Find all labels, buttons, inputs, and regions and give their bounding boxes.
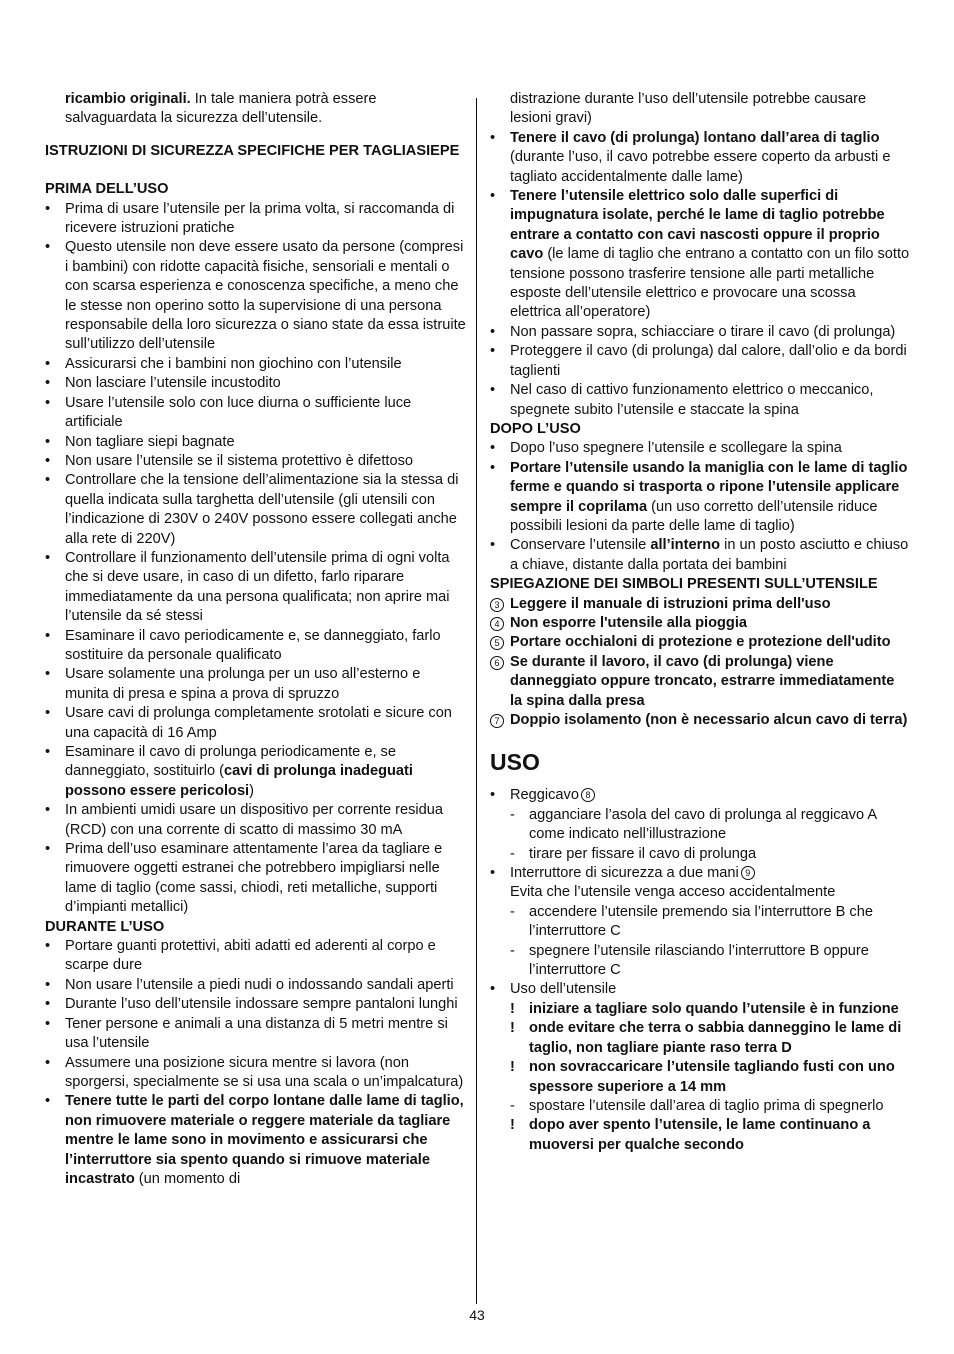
- switch-steps: [490, 903, 910, 981]
- symbol-text: Doppio isolamento (non è necessario alcun cavo di terra): [510, 712, 908, 728]
- list-item: • Non lasciare l’utensile incustodito: [45, 374, 467, 393]
- list-item-switch: [490, 864, 910, 883]
- intro-rest: In tale maniera potrà essere salvaguardata la sicurezza dell’utensile.: [65, 91, 377, 127]
- page-number: 43: [469, 1307, 485, 1323]
- symbol-item: [490, 711, 910, 730]
- list-item: • Questo utensile non deve essere usato da persone (compresi i bambini) con ridotte capacità fisiche, sensoriali e mentali o con scarsa esperienza e conoscenza specifiche, a meno che le stesse non operino sotto la supervisione di una persona responsabile della loro sicurezza o siano state da essa istruite sull’utilizzo dell’utensile: [45, 238, 467, 354]
- list-item: • Prima di usare l’utensile per la prima volta, si raccomanda di ricevere istruzioni pratiche: [45, 200, 467, 239]
- heading-symbols: SPIEGAZIONE DEI SIMBOLI PRESENTI SULL’UTENSILE: [490, 576, 878, 593]
- list-item: • Esaminare il cavo periodicamente e, se danneggiato, farlo sostituire da personale qualificato: [45, 627, 467, 666]
- keep-hands-rest: (un momento di: [134, 1170, 241, 1187]
- hook-label: Reggicavo: [510, 787, 579, 804]
- insulated-bold: Tenere l’utensile elettrico solo dalle superfici di impugnatura isolate, perché le lame di taglio potrebbe entrare a contatto con cavi nascosti oppure il proprio cavo: [510, 188, 885, 263]
- carry-rest: (un uso corretto dell’utensile riduce possibili lesioni da parte delle lame di taglio): [510, 498, 878, 534]
- list-item: • Proteggere il cavo (di prolunga) dal calore, dall’olio e da bordi taglienti: [490, 342, 910, 381]
- list-item: • Tener persone e animali a una distanza di 5 metri mentre si usa l’utensile: [45, 1015, 467, 1054]
- symbols-list: [490, 595, 910, 731]
- store-bold: all’interno: [650, 537, 721, 554]
- list-item: • Usare cavi di prolunga completamente srotolati e sicure con una capacità di 16 Amp: [45, 704, 467, 743]
- warning-item: ! iniziare a tagliare solo quando l’utensile è in funzione: [510, 1000, 910, 1019]
- list-item: • Nel caso di cattivo funzionamento elettrico o meccanico, spegnete subito l’utensile e staccate la spina: [490, 381, 910, 420]
- list-item: - agganciare l’asola del cavo di prolunga al reggicavo A come indicato nell’illustrazione: [510, 806, 910, 845]
- list-item: - accendere l’utensile premendo sia l’interruttore B che l’interruttore C: [510, 903, 910, 942]
- list-item-cable: [490, 129, 910, 187]
- list-item-insulated: [490, 187, 910, 323]
- cable-bold: Tenere il cavo (di prolunga) lontano dall’area di taglio: [510, 129, 880, 146]
- left-column: [45, 90, 467, 1189]
- symbol-item: [490, 595, 910, 614]
- symbol-item: [490, 653, 910, 711]
- after-use-list: [490, 439, 910, 575]
- circled-number-icon: 4: [490, 617, 504, 631]
- circled-number-icon: 8: [581, 788, 595, 802]
- list-item: • Portare guanti protettivi, abiti adatti ed aderenti al corpo e scarpe dure: [45, 937, 467, 976]
- list-item: • In ambienti umidi usare un dispositivo per corrente residua (RCD) con una corrente di scatto di massimo 30 mA: [45, 801, 467, 840]
- list-item-store: [490, 536, 910, 575]
- store-pre: Conservare l’utensile: [510, 537, 651, 554]
- carry-bold: Portare l’utensile usando la maniglia con le lame di taglio ferme e quando si trasporta o ripone l’utensile applicare sempre il coprilama: [510, 459, 908, 515]
- list-item: • Non usare l’utensile se il sistema protettivo è difettoso: [45, 452, 467, 471]
- list-item: • Non tagliare siepi bagnate: [45, 433, 467, 452]
- column-divider: [476, 98, 477, 1304]
- symbol-text: Portare occhialoni di protezione e protezione dell'udito: [510, 634, 891, 651]
- intro-bold: ricambio originali.: [65, 91, 191, 107]
- warning-item: ! onde evitare che terra o sabbia danneggino le lame di taglio, non tagliare piante raso terra D: [510, 1019, 910, 1058]
- heading-during-use: DURANTE L’USO: [45, 918, 165, 935]
- list-item: • Durante l’uso dell’utensile indossare sempre pantaloni lunghi: [45, 995, 467, 1014]
- insulated-rest: (le lame di taglio che entrano a contatto con un filo sotto tensione possono trasferire tensione alle parti metalliche esposte dell’utensile elettrico e provocare una scossa elettrica all’operatore): [510, 246, 910, 321]
- list-item-carry: [490, 459, 910, 537]
- list-item: • Prima dell’uso esaminare attentamente l’area da tagliare e rimuovere oggetti estranei che potrebbero impigliarsi nelle lame di taglio (come sassi, chiodi, reti metalliche, supporti d’impianti metallici): [45, 840, 467, 918]
- intro-paragraph: [45, 90, 467, 129]
- symbol-item: [490, 614, 910, 633]
- cable-rest: (durante l’uso, il cavo potrebbe essere coperto da arbusti e tagliato accidentalmente dalle lame): [510, 149, 891, 185]
- warning-item: ! dopo aver spento l’utensile, le lame continuano a muoversi per qualche secondo: [510, 1116, 910, 1155]
- right-column: [490, 90, 910, 1155]
- during-use-list: [45, 937, 467, 1189]
- continued-text: distrazione durante l’uso dell’utensile potrebbe causare lesioni gravi): [510, 91, 867, 127]
- ext-cable-bold: cavi di prolunga inadeguati possono essere pericolosi: [65, 763, 413, 799]
- store-post: in un posto asciutto e chiuso a chiave, distante dalla portata dei bambini: [510, 537, 909, 573]
- circled-number-icon: 5: [490, 636, 504, 650]
- uso-list-2: [490, 864, 910, 883]
- ext-cable-post: ): [249, 782, 254, 799]
- use-warnings: [490, 1000, 910, 1155]
- list-item: • Usare l’utensile solo con luce diurna o sufficiente luce artificiale: [45, 394, 467, 433]
- during-use-list-continued: [490, 129, 910, 420]
- list-item: • Non passare sopra, schiacciare o tirare il cavo (di prolunga): [490, 323, 910, 342]
- list-item: - spostare l’utensile dall’area di taglio prima di spegnerlo: [510, 1097, 910, 1116]
- warning-item: ! non sovraccaricare l’utensile tagliando fusti con uno spessore superiore a 14 mm: [510, 1058, 910, 1097]
- before-use-list: [45, 200, 467, 918]
- symbol-text: Non esporre l'utensile alla pioggia: [510, 614, 748, 631]
- list-item-keep-hands: [45, 1092, 467, 1189]
- uso-list-3: [490, 980, 910, 999]
- list-item-use: • Uso dell’utensile: [490, 980, 910, 999]
- circled-number-icon: 6: [490, 656, 504, 670]
- list-item: • Assicurarsi che i bambini non giochino con l’utensile: [45, 355, 467, 374]
- list-item: • Usare solamente una prolunga per un uso all’esterno e munita di presa e spina a prova di spruzzo: [45, 665, 467, 704]
- list-item: • Dopo l’uso spegnere l’utensile e scollegare la spina: [490, 439, 910, 458]
- uso-list: [490, 786, 910, 805]
- circled-number-icon: 3: [490, 598, 504, 612]
- heading-specific-safety: ISTRUZIONI DI SICUREZZA SPECIFICHE PER TAGLIASIEPE: [45, 142, 460, 159]
- heading-after-use: DOPO L’USO: [490, 420, 581, 437]
- list-item-ext-cable: [45, 743, 467, 801]
- heading-before-use: PRIMA DELL’USO: [45, 181, 169, 198]
- ext-cable-pre: Esaminare il cavo di prolunga periodicamente e, se danneggiato, sostituirlo (: [65, 744, 396, 780]
- list-item-hook: [490, 786, 910, 805]
- list-item: • Controllare il funzionamento dell’utensile prima di ogni volta che si deve usare, in caso di un difetto, farlo riparare immediatamente da una persona qualificata; non aprire mai l’utensile da sé stessi: [45, 549, 467, 627]
- symbol-item: [490, 633, 910, 652]
- keep-hands-bold: Tenere tutte le parti del corpo lontane dalle lame di taglio, non rimuovere materiale o reggere materiale da tagliare mentre le lame sono in movimento e assicurarsi che l’interruttore sia spento quando si rimuove materiale incastrato: [65, 1093, 464, 1187]
- circled-number-icon: 9: [741, 866, 755, 880]
- switch-label: Interruttore di sicurezza a due mani: [510, 865, 739, 882]
- list-item: • Controllare che la tensione dell’alimentazione sia la stessa di quella indicata sulla targhetta dell’utensile (gli utensili con l’indicazione di 230V o 240V possono essere collegati anche alla rete di 220V): [45, 471, 467, 549]
- symbol-text: Leggere il manuale di istruzioni prima dell'uso: [510, 595, 831, 612]
- symbol-text: Se durante il lavoro, il cavo (di prolunga) viene danneggiato oppure troncato, estrarre immediatamente la spina dalla presa: [510, 653, 895, 709]
- switch-description: Evita che l’utensile venga acceso accidentalmente: [510, 884, 836, 901]
- list-item: • Assumere una posizione sicura mentre si lavora (non sporgersi, specialmente se si usa una scala o un’impalcatura): [45, 1054, 467, 1093]
- section-title-uso: USO: [490, 749, 540, 776]
- hook-steps: [490, 806, 910, 864]
- list-item: - spegnere l’utensile rilasciando l’interruttore B oppure l’interruttore C: [510, 942, 910, 981]
- circled-number-icon: 7: [490, 714, 504, 728]
- list-item: • Non usare l’utensile a piedi nudi o indossando sandali aperti: [45, 976, 467, 995]
- list-item: - tirare per fissare il cavo di prolunga: [510, 845, 910, 864]
